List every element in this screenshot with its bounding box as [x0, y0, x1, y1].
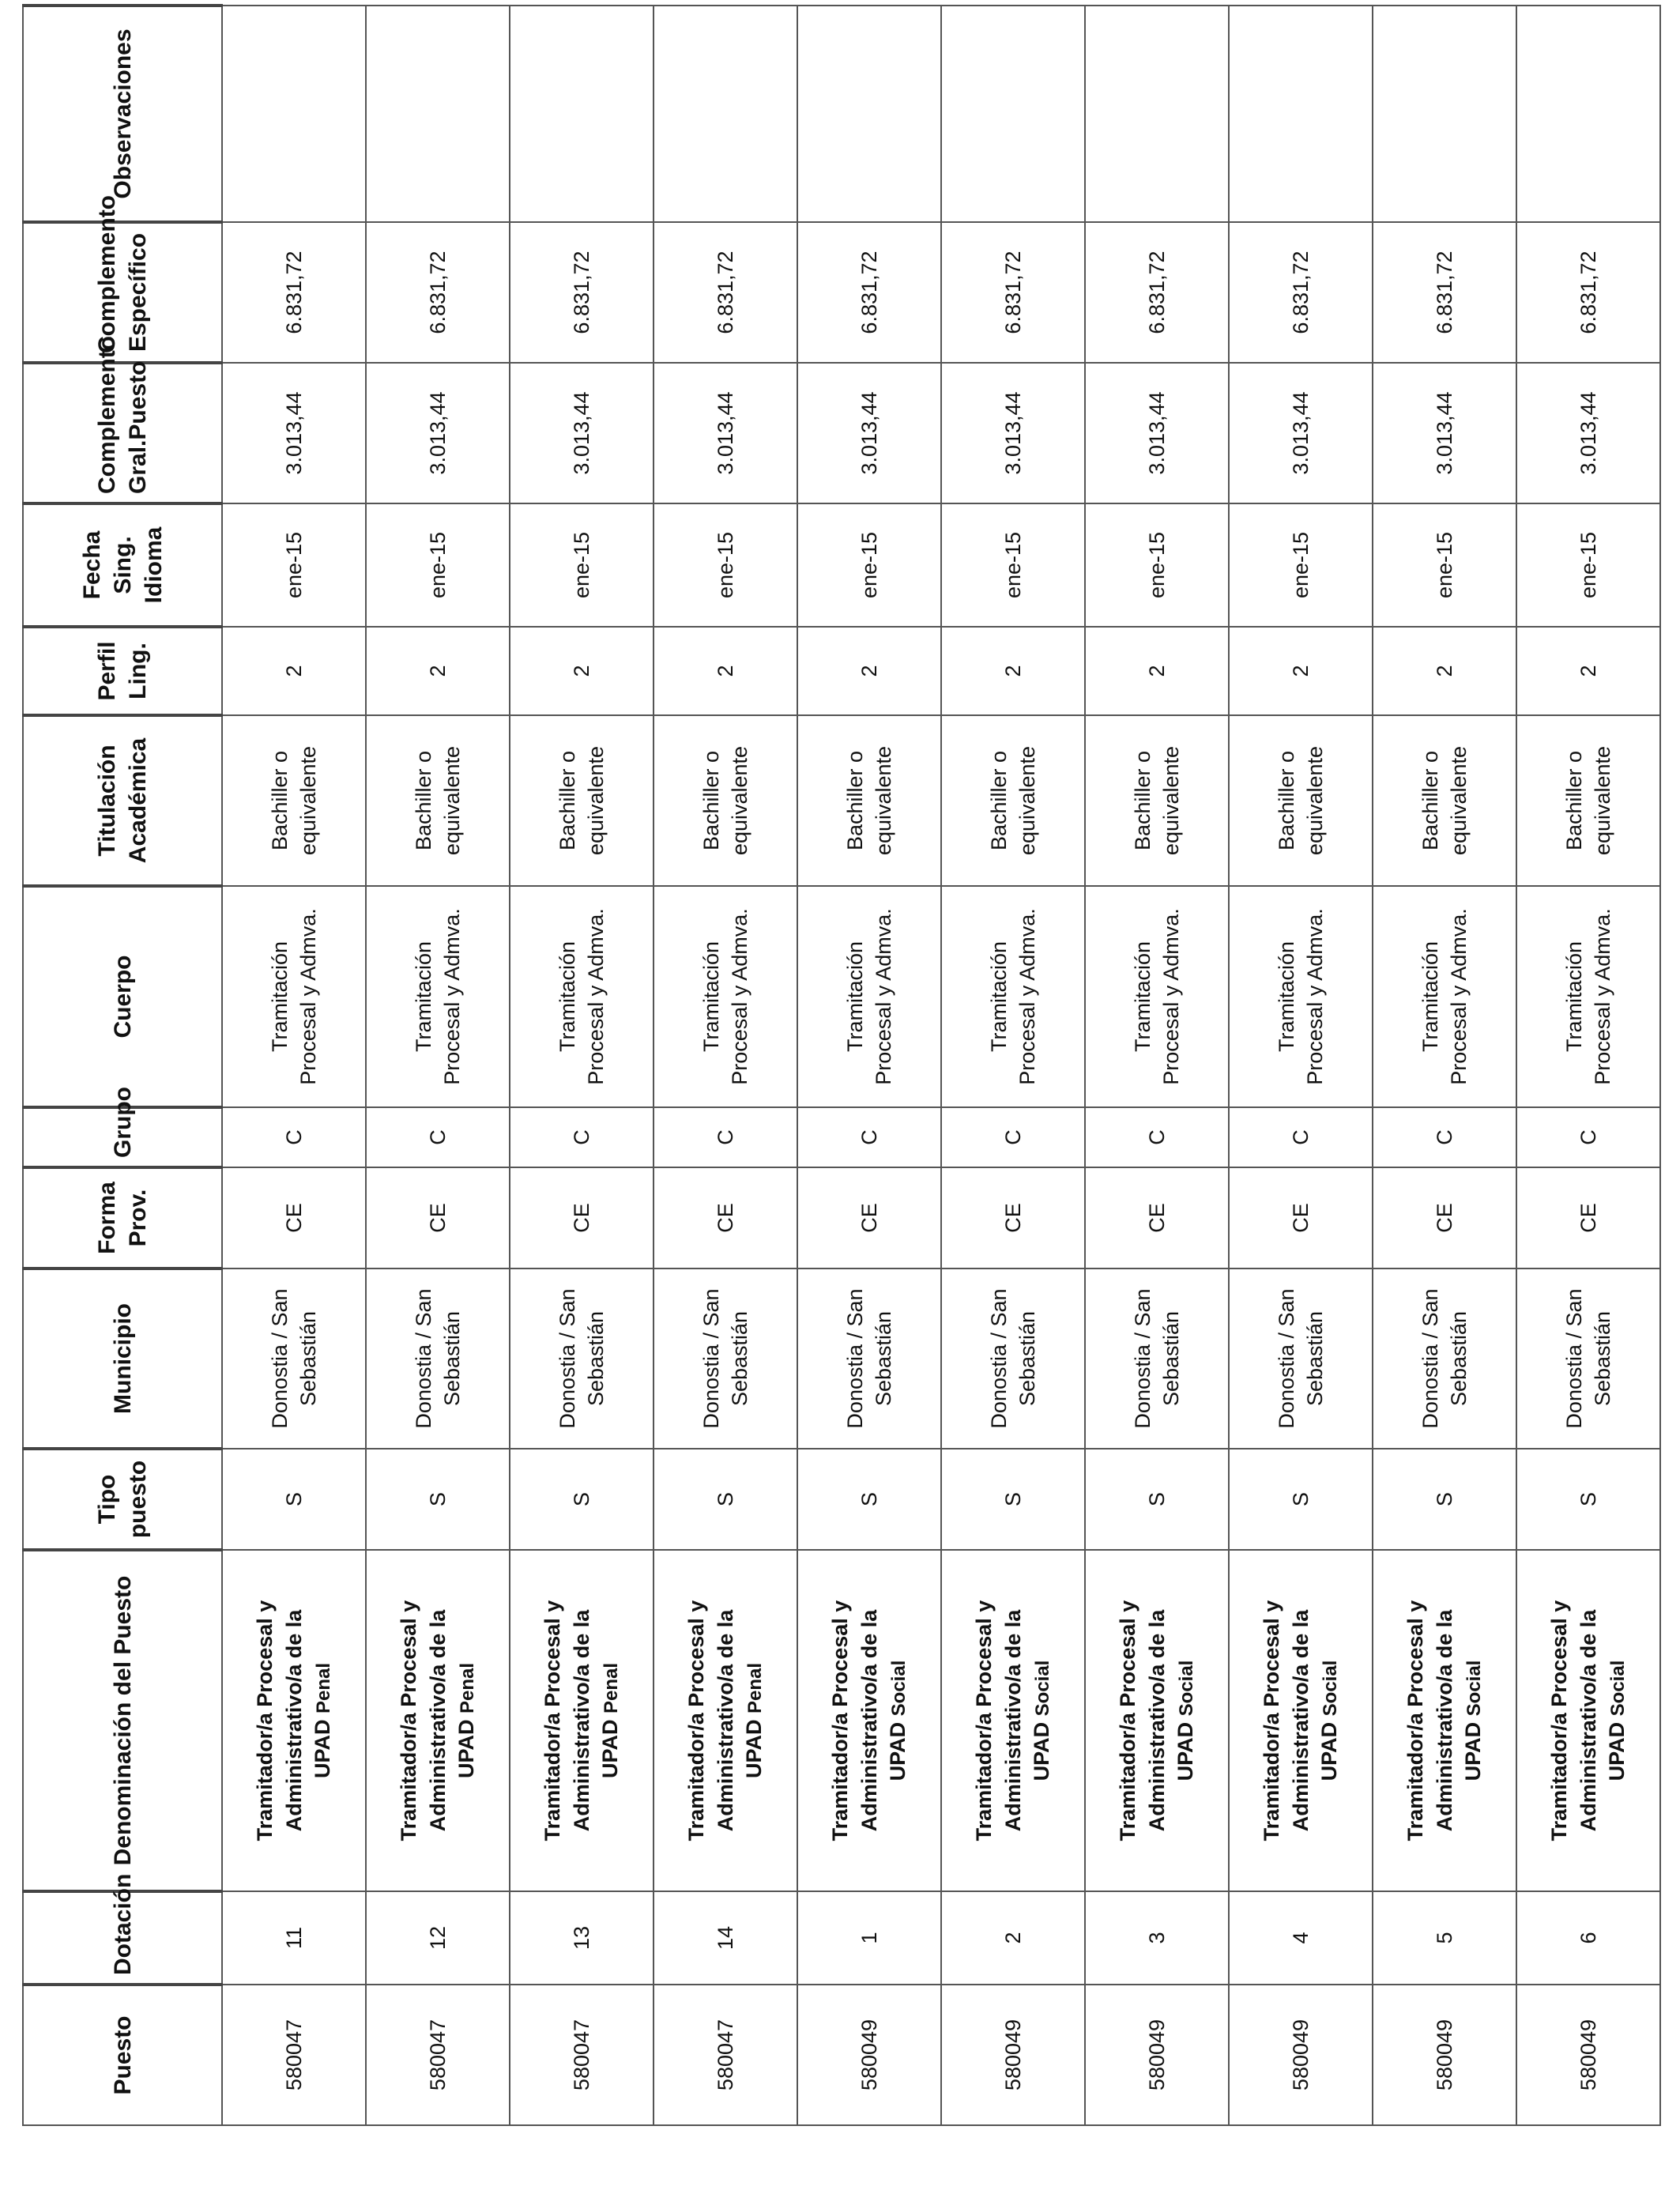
cell-forma: CE	[797, 1167, 941, 1269]
table-row	[510, 6, 654, 2125]
cell-dotacion: 3	[1085, 1891, 1229, 1985]
titulacion-line-2: equivalente	[728, 745, 751, 856]
cell-dotacion: 6	[1516, 1891, 1660, 1985]
cell-perfil: 2	[222, 627, 366, 715]
denom-part-b: Procesal y	[541, 1600, 565, 1707]
cell-perfil: 2	[366, 627, 510, 715]
cuerpo-line-1: Tramitación	[842, 941, 867, 1053]
header-fecha-idioma: Fecha Sing. Idioma	[23, 503, 222, 627]
titulacion-line-2: equivalente	[296, 745, 320, 856]
denom-part-e: Social	[1032, 1660, 1054, 1717]
table-row	[1229, 6, 1373, 2125]
cuerpo-line-1: Tramitación	[1274, 941, 1298, 1053]
cell-tipo: S	[941, 1449, 1085, 1550]
header-titulacion: Titulación Académica	[23, 715, 222, 886]
cell-puesto: 580049	[797, 1985, 941, 2125]
cell-grupo: C	[366, 1107, 510, 1167]
table-row	[366, 6, 510, 2125]
table-row	[797, 6, 941, 2125]
table-row	[1373, 6, 1516, 2125]
cell-municipio	[654, 1269, 797, 1449]
cell-grupo: C	[941, 1107, 1085, 1167]
titulacion-line-1: Bachiller o	[1130, 750, 1155, 851]
cell-forma: CE	[510, 1167, 654, 1269]
cell-perfil: 2	[1229, 627, 1373, 715]
denom-part-c: Administrativo/a de la	[713, 1609, 737, 1832]
municipio-line-1: Donostia / San	[842, 1288, 867, 1429]
titulacion-line-1: Bachiller o	[1418, 750, 1442, 851]
cell-complemento-especifico: 6.831,72	[797, 222, 941, 363]
cell-puesto: 580049	[941, 1985, 1085, 2125]
titulacion-line-2: equivalente	[1303, 745, 1327, 856]
cuerpo-line-1: Tramitación	[267, 941, 292, 1053]
cell-observaciones	[1085, 6, 1229, 222]
denom-part-b: Procesal y	[684, 1600, 709, 1707]
denom-part-c: Administrativo/a de la	[1288, 1609, 1313, 1832]
cell-tipo: S	[366, 1449, 510, 1550]
cell-perfil: 2	[1516, 627, 1660, 715]
denom-part-a: Tramitador/a	[253, 1713, 277, 1842]
cell-complemento-especifico: 6.831,72	[222, 222, 366, 363]
header-cuerpo: Cuerpo	[23, 886, 222, 1107]
cell-cuerpo	[654, 886, 797, 1107]
header-denominacion: Denominación del Puesto	[23, 1550, 222, 1891]
denom-part-c: Administrativo/a de la	[281, 1609, 306, 1832]
denom-part-d: UPAD	[1317, 1721, 1342, 1781]
cell-forma: CE	[1085, 1167, 1229, 1269]
cell-observaciones	[1373, 6, 1516, 222]
municipio-line-1: Donostia / San	[699, 1288, 723, 1429]
titulacion-line-1: Bachiller o	[267, 750, 292, 851]
header-dotacion: Dotación	[23, 1891, 222, 1985]
cuerpo-line-2: Procesal y Admva.	[728, 908, 751, 1085]
cell-tipo: S	[222, 1449, 366, 1550]
cell-fecha: ene-15	[797, 503, 941, 627]
header-forma-prov: Forma Prov.	[23, 1167, 222, 1269]
denom-part-a: Tramitador/a	[1403, 1713, 1428, 1842]
municipio-line-2: Sebastián	[1015, 1310, 1039, 1407]
denom-part-b: Procesal y	[972, 1600, 996, 1707]
cell-puesto: 580047	[222, 1985, 366, 2125]
table-row	[222, 6, 366, 2125]
municipio-line-1: Donostia / San	[1418, 1288, 1442, 1429]
denom-part-d: UPAD	[886, 1721, 910, 1781]
denom-part-e: Penal	[313, 1662, 335, 1713]
cell-denominacion	[797, 1550, 941, 1891]
header-puesto: Puesto	[23, 1985, 222, 2125]
titulacion-line-1: Bachiller o	[699, 750, 723, 851]
cell-complemento-gral: 3.013,44	[654, 363, 797, 503]
municipio-line-1: Donostia / San	[411, 1288, 435, 1429]
header-grupo: Grupo	[23, 1107, 222, 1167]
cell-observaciones	[510, 6, 654, 222]
cuerpo-line-1: Tramitación	[699, 941, 723, 1053]
denom-part-d: UPAD	[311, 1719, 335, 1779]
cuerpo-line-2: Procesal y Admva.	[872, 908, 895, 1085]
header-observaciones: Observaciones	[23, 6, 222, 222]
titulacion-line-1: Bachiller o	[555, 750, 579, 851]
cell-cuerpo	[797, 886, 941, 1107]
denom-part-e: Social	[1176, 1660, 1198, 1717]
cell-puesto: 580047	[654, 1985, 797, 2125]
cell-denominacion	[510, 1550, 654, 1891]
denom-part-b: Procesal y	[1547, 1600, 1572, 1707]
cell-dotacion: 2	[941, 1891, 1085, 1985]
cell-puesto: 580049	[1229, 1985, 1373, 2125]
denom-part-b: Procesal y	[1116, 1600, 1140, 1707]
titulacion-line-1: Bachiller o	[411, 750, 435, 851]
cell-perfil: 2	[1085, 627, 1229, 715]
cell-titulacion	[1085, 715, 1229, 886]
cell-forma: CE	[222, 1167, 366, 1269]
cuerpo-line-1: Tramitación	[555, 941, 579, 1053]
header-row	[23, 6, 222, 2125]
cell-complemento-gral: 3.013,44	[1229, 363, 1373, 503]
cuerpo-line-1: Tramitación	[986, 941, 1011, 1053]
cell-complemento-gral: 3.013,44	[1516, 363, 1660, 503]
cell-fecha: ene-15	[1085, 503, 1229, 627]
positions-table	[22, 4, 1661, 2126]
denom-part-c: Administrativo/a de la	[569, 1609, 593, 1832]
denom-part-e: Penal	[744, 1662, 767, 1713]
cell-grupo: C	[1373, 1107, 1516, 1167]
denom-part-b: Procesal y	[1260, 1600, 1284, 1707]
municipio-line-1: Donostia / San	[267, 1288, 292, 1429]
denom-part-c: Administrativo/a de la	[1576, 1609, 1600, 1832]
cell-grupo: C	[222, 1107, 366, 1167]
cuerpo-line-2: Procesal y Admva.	[1015, 908, 1039, 1085]
cell-dotacion: 12	[366, 1891, 510, 1985]
cell-municipio	[797, 1269, 941, 1449]
cell-tipo: S	[1373, 1449, 1516, 1550]
municipio-line-2: Sebastián	[872, 1310, 895, 1407]
municipio-line-2: Sebastián	[440, 1310, 464, 1407]
denom-part-d: UPAD	[454, 1719, 479, 1779]
header-perfil-ling: Perfil Ling.	[23, 627, 222, 715]
cell-fecha: ene-15	[1373, 503, 1516, 627]
cell-fecha: ene-15	[366, 503, 510, 627]
municipio-line-2: Sebastián	[584, 1310, 608, 1407]
cuerpo-line-1: Tramitación	[1130, 941, 1155, 1053]
cuerpo-line-2: Procesal y Admva.	[1591, 908, 1614, 1085]
cuerpo-line-2: Procesal y Admva.	[1447, 908, 1471, 1085]
cell-complemento-gral: 3.013,44	[1373, 363, 1516, 503]
cell-denominacion	[941, 1550, 1085, 1891]
cell-denominacion	[1516, 1550, 1660, 1891]
cuerpo-line-2: Procesal y Admva.	[1159, 908, 1183, 1085]
cell-complemento-especifico: 6.831,72	[510, 222, 654, 363]
denom-part-c: Administrativo/a de la	[425, 1609, 450, 1832]
municipio-line-2: Sebastián	[1591, 1310, 1614, 1407]
table-row	[1516, 6, 1660, 2125]
denom-part-a: Tramitador/a	[541, 1713, 565, 1842]
cell-denominacion	[654, 1550, 797, 1891]
cell-complemento-especifico: 6.831,72	[1373, 222, 1516, 363]
denom-part-a: Tramitador/a	[1116, 1713, 1140, 1842]
cell-dotacion: 14	[654, 1891, 797, 1985]
cell-perfil: 2	[1373, 627, 1516, 715]
cell-complemento-especifico: 6.831,72	[1516, 222, 1660, 363]
cell-cuerpo	[510, 886, 654, 1107]
cell-tipo: S	[654, 1449, 797, 1550]
denom-part-d: UPAD	[1605, 1721, 1629, 1781]
cell-complemento-gral: 3.013,44	[222, 363, 366, 503]
cell-grupo: C	[1516, 1107, 1660, 1167]
denom-part-a: Tramitador/a	[828, 1713, 853, 1842]
cell-complemento-gral: 3.013,44	[1085, 363, 1229, 503]
cell-fecha: ene-15	[1516, 503, 1660, 627]
denom-part-d: UPAD	[1173, 1721, 1198, 1781]
denom-part-e: Social	[1463, 1660, 1486, 1717]
municipio-line-1: Donostia / San	[555, 1288, 579, 1429]
cell-municipio	[366, 1269, 510, 1449]
cell-tipo: S	[1229, 1449, 1373, 1550]
municipio-line-1: Donostia / San	[1274, 1288, 1298, 1429]
municipio-line-2: Sebastián	[1447, 1310, 1471, 1407]
header-complemento-especifico: Complemento Específico	[23, 222, 222, 363]
cell-titulacion	[1373, 715, 1516, 886]
cell-dotacion: 1	[797, 1891, 941, 1985]
cell-cuerpo	[1373, 886, 1516, 1107]
denom-part-d: UPAD	[598, 1719, 623, 1779]
cell-municipio	[510, 1269, 654, 1449]
cell-cuerpo	[1229, 886, 1373, 1107]
denom-part-d: UPAD	[1461, 1721, 1486, 1781]
cell-cuerpo	[366, 886, 510, 1107]
denom-part-e: Penal	[457, 1662, 479, 1713]
cuerpo-line-2: Procesal y Admva.	[296, 908, 320, 1085]
titulacion-line-1: Bachiller o	[1561, 750, 1586, 851]
cell-dotacion: 13	[510, 1891, 654, 1985]
cuerpo-line-2: Procesal y Admva.	[1303, 908, 1327, 1085]
cell-complemento-especifico: 6.831,72	[1085, 222, 1229, 363]
cell-complemento-gral: 3.013,44	[797, 363, 941, 503]
cell-titulacion	[1229, 715, 1373, 886]
cell-cuerpo	[222, 886, 366, 1107]
cell-denominacion	[1085, 1550, 1229, 1891]
cell-dotacion: 5	[1373, 1891, 1516, 1985]
titulacion-line-2: equivalente	[1015, 745, 1039, 856]
cell-puesto: 580049	[1085, 1985, 1229, 2125]
cell-fecha: ene-15	[222, 503, 366, 627]
cell-municipio	[1516, 1269, 1660, 1449]
cell-municipio	[1229, 1269, 1373, 1449]
cell-forma: CE	[1229, 1167, 1373, 1269]
cell-puesto: 580049	[1373, 1985, 1516, 2125]
header-complemento-gral: Complemento Gral.Puesto	[23, 363, 222, 503]
cuerpo-line-2: Procesal y Admva.	[440, 908, 464, 1085]
denom-part-b: Procesal y	[828, 1600, 853, 1707]
cell-cuerpo	[1516, 886, 1660, 1107]
cell-titulacion	[510, 715, 654, 886]
cuerpo-line-1: Tramitación	[411, 941, 435, 1053]
cell-tipo: S	[1516, 1449, 1660, 1550]
denom-part-c: Administrativo/a de la	[1000, 1609, 1025, 1832]
cell-denominacion	[1373, 1550, 1516, 1891]
header-tipo-puesto: Tipo puesto	[23, 1449, 222, 1550]
cell-perfil: 2	[941, 627, 1085, 715]
titulacion-line-1: Bachiller o	[986, 750, 1011, 851]
denom-part-a: Tramitador/a	[397, 1713, 421, 1842]
cell-municipio	[941, 1269, 1085, 1449]
municipio-line-1: Donostia / San	[986, 1288, 1011, 1429]
cell-dotacion: 11	[222, 1891, 366, 1985]
denom-part-a: Tramitador/a	[684, 1713, 709, 1842]
cell-observaciones	[1229, 6, 1373, 222]
denom-part-b: Procesal y	[1403, 1600, 1428, 1707]
cell-titulacion	[366, 715, 510, 886]
denom-part-c: Administrativo/a de la	[857, 1609, 881, 1832]
cell-observaciones	[222, 6, 366, 222]
cuerpo-line-2: Procesal y Admva.	[584, 908, 608, 1085]
denom-part-a: Tramitador/a	[1260, 1713, 1284, 1842]
cell-municipio	[222, 1269, 366, 1449]
cell-complemento-especifico: 6.831,72	[654, 222, 797, 363]
denom-part-b: Procesal y	[253, 1600, 277, 1707]
cell-forma: CE	[1516, 1167, 1660, 1269]
cell-complemento-especifico: 6.831,72	[1229, 222, 1373, 363]
denom-part-d: UPAD	[742, 1719, 767, 1779]
municipio-line-1: Donostia / San	[1130, 1288, 1155, 1429]
cell-tipo: S	[510, 1449, 654, 1550]
denom-part-d: UPAD	[1030, 1721, 1054, 1781]
cell-perfil: 2	[510, 627, 654, 715]
municipio-line-1: Donostia / San	[1561, 1288, 1586, 1429]
cell-grupo: C	[510, 1107, 654, 1167]
cell-titulacion	[797, 715, 941, 886]
titulacion-line-2: equivalente	[1159, 745, 1183, 856]
cell-denominacion	[1229, 1550, 1373, 1891]
cuerpo-line-1: Tramitación	[1418, 941, 1442, 1053]
cell-complemento-gral: 3.013,44	[941, 363, 1085, 503]
cell-municipio	[1085, 1269, 1229, 1449]
cell-cuerpo	[941, 886, 1085, 1107]
cell-municipio	[1373, 1269, 1516, 1449]
cell-denominacion	[222, 1550, 366, 1891]
cell-forma: CE	[366, 1167, 510, 1269]
cell-titulacion	[941, 715, 1085, 886]
cuerpo-line-1: Tramitación	[1561, 941, 1586, 1053]
denom-part-a: Tramitador/a	[1547, 1713, 1572, 1842]
titulacion-line-2: equivalente	[1591, 745, 1614, 856]
cell-fecha: ene-15	[510, 503, 654, 627]
cell-grupo: C	[1229, 1107, 1373, 1167]
denom-part-b: Procesal y	[397, 1600, 421, 1707]
denom-part-c: Administrativo/a de la	[1432, 1609, 1456, 1832]
header-municipio: Municipio	[23, 1269, 222, 1449]
cell-complemento-especifico: 6.831,72	[366, 222, 510, 363]
cell-observaciones	[1516, 6, 1660, 222]
cell-complemento-gral: 3.013,44	[366, 363, 510, 503]
denom-part-e: Social	[1607, 1660, 1629, 1717]
cell-forma: CE	[941, 1167, 1085, 1269]
municipio-line-2: Sebastián	[728, 1310, 751, 1407]
cell-fecha: ene-15	[941, 503, 1085, 627]
denom-part-e: Penal	[601, 1662, 623, 1713]
titulacion-line-2: equivalente	[584, 745, 608, 856]
table-row	[941, 6, 1085, 2125]
cell-tipo: S	[797, 1449, 941, 1550]
cell-tipo: S	[1085, 1449, 1229, 1550]
denom-part-c: Administrativo/a de la	[1144, 1609, 1169, 1832]
cell-observaciones	[797, 6, 941, 222]
cell-forma: CE	[654, 1167, 797, 1269]
cell-titulacion	[654, 715, 797, 886]
denom-part-e: Social	[1320, 1660, 1342, 1717]
rotated-page	[22, 22, 1658, 2126]
cell-observaciones	[941, 6, 1085, 222]
titulacion-line-2: equivalente	[1447, 745, 1471, 856]
municipio-line-2: Sebastián	[296, 1310, 320, 1407]
titulacion-line-1: Bachiller o	[1274, 750, 1298, 851]
titulacion-line-2: equivalente	[440, 745, 464, 856]
cell-observaciones	[654, 6, 797, 222]
cell-denominacion	[366, 1550, 510, 1891]
cell-perfil: 2	[797, 627, 941, 715]
cell-fecha: ene-15	[654, 503, 797, 627]
cell-grupo: C	[654, 1107, 797, 1167]
cell-complemento-gral: 3.013,44	[510, 363, 654, 503]
cell-perfil: 2	[654, 627, 797, 715]
cell-puesto: 580049	[1516, 1985, 1660, 2125]
cell-observaciones	[366, 6, 510, 222]
cell-fecha: ene-15	[1229, 503, 1373, 627]
cell-titulacion	[222, 715, 366, 886]
cell-titulacion	[1516, 715, 1660, 886]
cell-puesto: 580047	[366, 1985, 510, 2125]
cell-cuerpo	[1085, 886, 1229, 1107]
cell-complemento-especifico: 6.831,72	[941, 222, 1085, 363]
cell-grupo: C	[1085, 1107, 1229, 1167]
titulacion-line-2: equivalente	[872, 745, 895, 856]
cell-dotacion: 4	[1229, 1891, 1373, 1985]
cell-forma: CE	[1373, 1167, 1516, 1269]
municipio-line-2: Sebastián	[1303, 1310, 1327, 1407]
cell-puesto: 580047	[510, 1985, 654, 2125]
denom-part-a: Tramitador/a	[972, 1713, 996, 1842]
municipio-line-2: Sebastián	[1159, 1310, 1183, 1407]
titulacion-line-1: Bachiller o	[842, 750, 867, 851]
table-row	[654, 6, 797, 2125]
cell-grupo: C	[797, 1107, 941, 1167]
denom-part-e: Social	[888, 1660, 910, 1717]
table-row	[1085, 6, 1229, 2125]
